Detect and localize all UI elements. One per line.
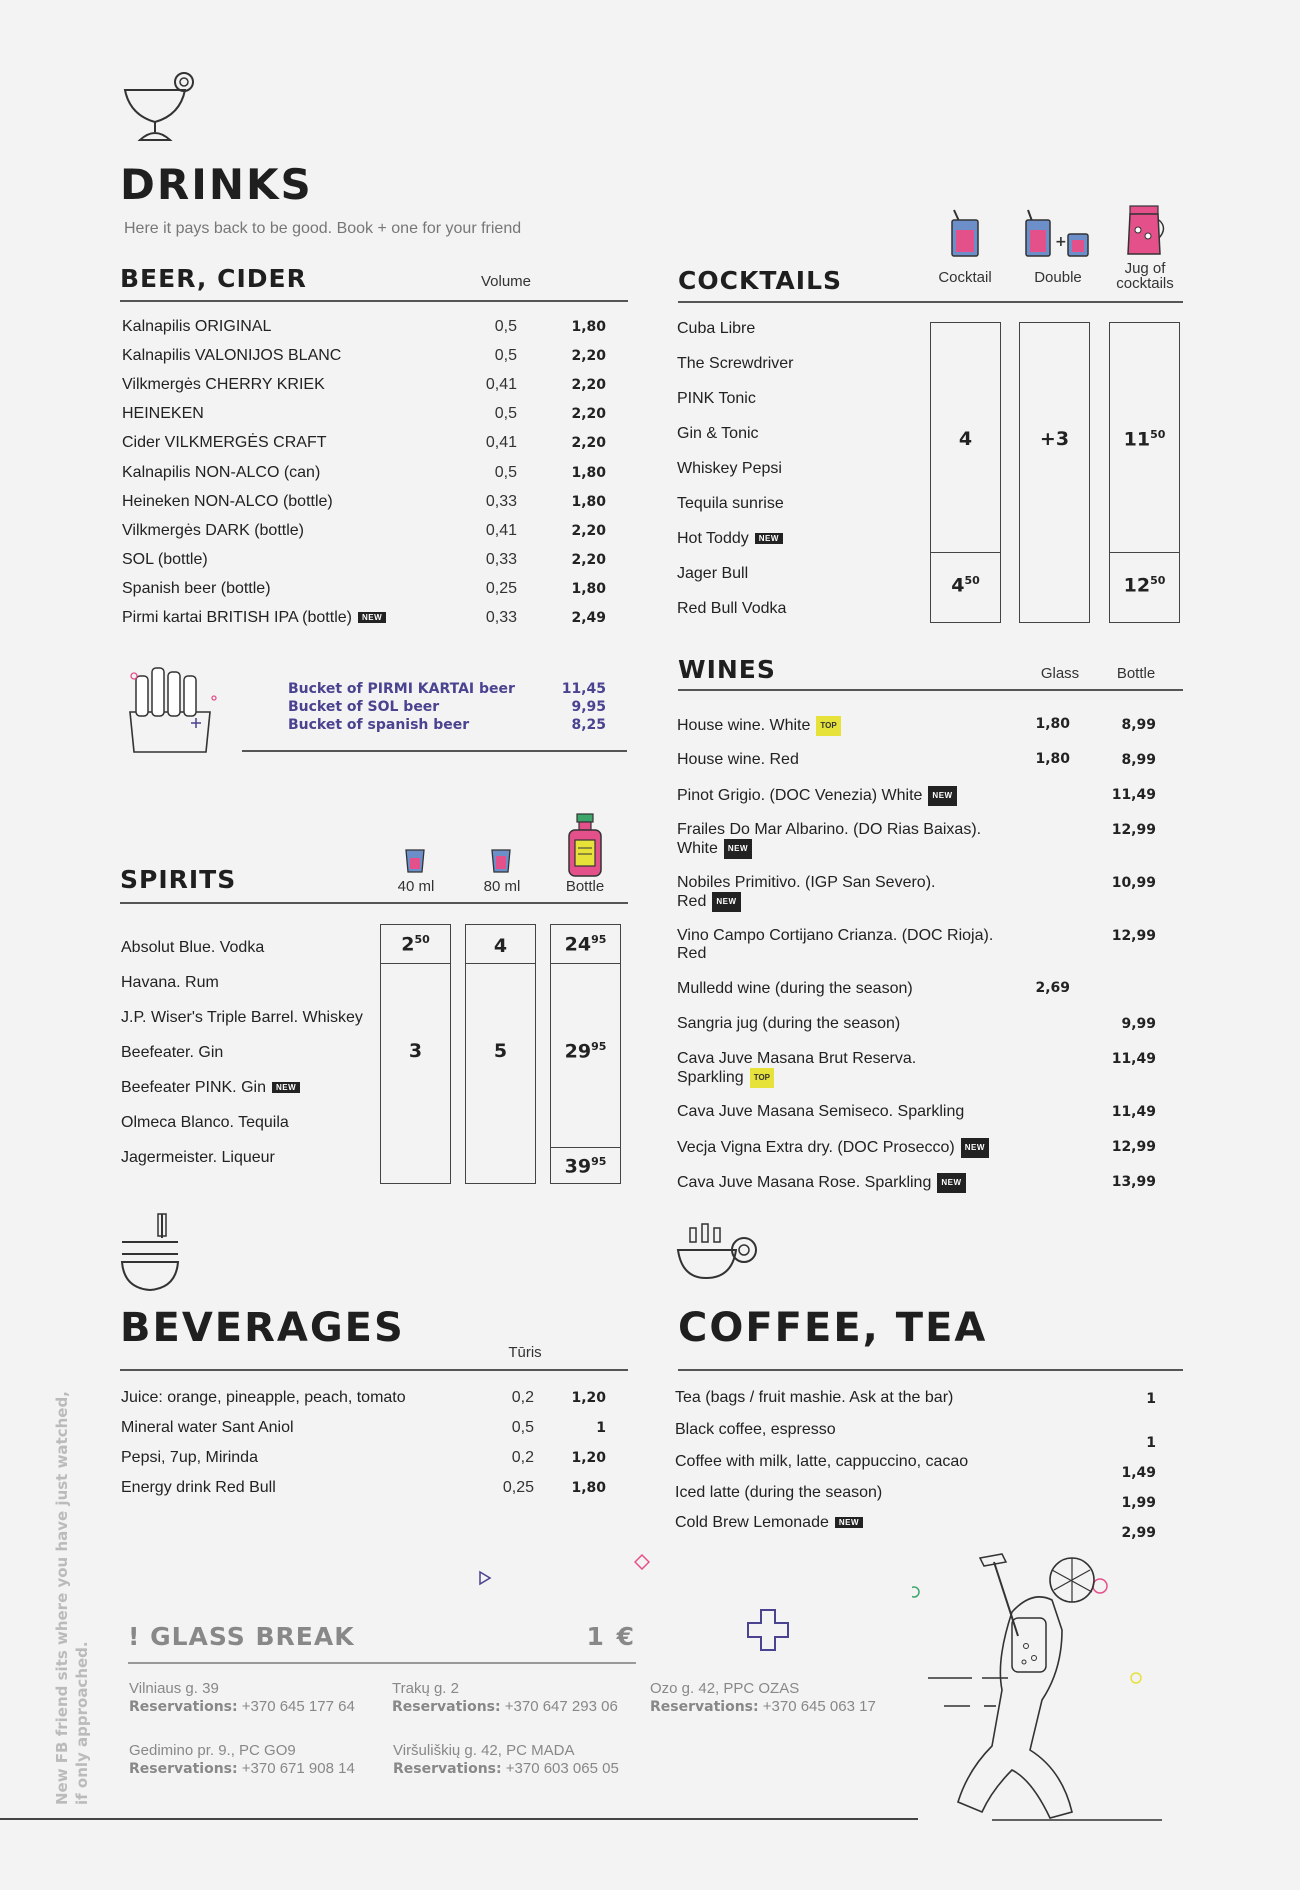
beer-item-name: Kalnapilis NON-ALCO (can)	[122, 463, 321, 481]
wine-item-line1: Mulledd wine (during the season)	[677, 980, 913, 997]
wine-item-name	[677, 716, 841, 736]
wine-glass-price: 1,80	[1035, 751, 1070, 767]
wine-item	[677, 716, 841, 736]
cocktail-item	[677, 495, 784, 513]
jug-price-low: $12^{50}$	[1123, 574, 1166, 597]
cocktail-item-name: Tequila sunrise	[677, 495, 784, 512]
wine-item-name	[677, 874, 935, 892]
cocktail-icon	[948, 208, 982, 258]
coffee-item	[675, 1453, 968, 1471]
coffee-item	[675, 1484, 882, 1502]
spirit-bottle-mid-price: $29^{95}$	[564, 1040, 607, 1063]
reservations-label: Reservations:	[393, 1761, 502, 1777]
location	[129, 1742, 355, 1778]
wine-item	[677, 1173, 966, 1193]
new-badge: NEW	[928, 786, 956, 806]
wine-bottle-price: 13,99	[1111, 1174, 1156, 1190]
plus-decoration-icon	[746, 1608, 790, 1652]
beer-volume-header: Volume	[480, 273, 532, 290]
beer-item-name: Cider VILKMERGĖS CRAFT	[122, 434, 327, 452]
coffee-item	[675, 1514, 863, 1532]
beverage-item-name: Juice: orange, pineapple, peach, tomato	[121, 1389, 406, 1406]
shot-glass-40-icon	[404, 848, 426, 874]
wine-bottle-price: 10,99	[1111, 875, 1156, 891]
wines-col-bottle: Bottle	[1116, 665, 1156, 682]
beer-title: BEER, CIDER	[120, 264, 307, 293]
wine-item	[677, 874, 935, 912]
wines-col-glass: Glass	[1040, 665, 1080, 682]
coffee-divider	[678, 1369, 1183, 1371]
coffee-item-name: Iced latte (during the season)	[675, 1484, 883, 1501]
double-price-box	[1019, 322, 1090, 623]
bucket-item-name: Bucket of SOL beer	[288, 699, 440, 715]
beverage-item-name: Mineral water Sant Aniol	[121, 1419, 294, 1436]
beer-item-name: HEINEKEN	[122, 405, 204, 423]
beverage-item-volume: 0,2	[511, 1389, 534, 1406]
cocktail-item-name: The Screwdriver	[677, 355, 794, 372]
beer-item-name: Heineken NON-ALCO (bottle)	[122, 492, 333, 510]
wine-item-line1: Sangria jug (during the season)	[677, 1015, 901, 1032]
bartender-illustration	[912, 1550, 1162, 1825]
wine-bottle-price: 11,49	[1111, 1104, 1156, 1120]
wine-bottle-price: 11,49	[1111, 787, 1156, 803]
spirit-80ml-divider	[465, 963, 536, 964]
spirit-80ml-mid-price: 5	[493, 1040, 508, 1062]
beer-bucket-icon	[126, 662, 222, 754]
cocktail-item	[677, 460, 782, 478]
beer-item	[122, 318, 271, 336]
beer-item-name: Kalnapilis ORIGINAL	[122, 318, 272, 335]
beer-item-price: 2,20	[571, 522, 606, 539]
location-reservations	[129, 1760, 355, 1778]
wine-item-line2: Sparkling	[677, 1069, 744, 1087]
cocktail-item	[677, 425, 759, 443]
triangle-decoration-icon	[478, 1570, 492, 1586]
wine-item-name-line2	[677, 839, 981, 859]
tagline-line2: if only approached.	[73, 1641, 91, 1805]
location-phone: +370 671 908 14	[241, 1760, 355, 1777]
spirit-bottle-divider-top	[550, 963, 621, 964]
beer-item-price: 1,80	[571, 493, 606, 510]
wine-item-line1: Nobiles Primitivo. (IGP San Severo).	[677, 874, 936, 891]
beer-item-volume: 0,5	[494, 318, 517, 335]
beer-item-name: Vilkmergės DARK (bottle)	[122, 521, 304, 539]
beer-item-name: Vilkmergės CHERRY KRIEK	[122, 376, 325, 394]
cocktail-item-name: Jager Bull	[677, 565, 749, 582]
new-badge: NEW	[358, 612, 386, 623]
wine-item-line1: Cava Juve Masana Rose. Sparkling	[677, 1174, 932, 1192]
cocktail-item-name: Whiskey Pepsi	[677, 460, 782, 477]
coffee-cup-icon	[676, 1222, 760, 1282]
spirit-item	[121, 974, 219, 992]
wine-item-name	[677, 927, 993, 945]
new-badge: NEW	[835, 1517, 863, 1528]
beer-item-name: SOL (bottle)	[122, 550, 208, 568]
cocktail-item	[677, 565, 748, 583]
coffee-item-price: 1	[1146, 1435, 1156, 1451]
beverages-divider	[120, 1369, 628, 1371]
beverages-title: BEVERAGES	[120, 1305, 405, 1351]
coffee-item-price: 1	[1146, 1391, 1156, 1407]
footer-line	[0, 1818, 918, 1820]
beer-item-volume: 0,25	[485, 579, 517, 597]
bucket-divider	[242, 750, 627, 752]
beverage-item-price: 1,20	[571, 1390, 606, 1406]
cocktail-item	[677, 355, 793, 373]
cocktail-item-name: PINK Tonic	[677, 390, 756, 407]
beer-item-price: 2,20	[571, 377, 606, 394]
coffee-title: COFFEE, TEA	[678, 1305, 988, 1351]
wine-item-line1: House wine. White	[677, 717, 811, 735]
spirit-item	[121, 939, 264, 957]
new-badge: NEW	[724, 839, 752, 859]
spirit-item	[121, 1044, 223, 1062]
wine-item-name	[677, 1050, 916, 1068]
beer-item	[122, 551, 208, 569]
reservations-label: Reservations:	[650, 1699, 759, 1715]
cocktails-col-cocktail: Cocktail	[938, 269, 992, 286]
wine-item	[677, 1015, 900, 1033]
bowl-straw-icon	[118, 1212, 184, 1292]
wine-item-line1: Pinot Grigio. (DOC Venezia) White	[677, 787, 923, 805]
wine-item-name-line2	[677, 892, 935, 912]
wine-bottle-price: 9,99	[1121, 1016, 1156, 1032]
beer-item	[122, 522, 304, 540]
coffee-item-price: 2,99	[1121, 1525, 1156, 1541]
location-reservations	[393, 1760, 619, 1778]
wine-item-name	[677, 1015, 900, 1033]
drinks-subtitle: Here it pays back to be good. Book + one for your friend	[124, 220, 522, 237]
beer-item	[122, 376, 325, 394]
wine-item-line2: White	[677, 840, 718, 858]
beer-item-volume: 0,41	[485, 521, 517, 539]
cocktail-item	[677, 320, 755, 338]
cocktail-item-name: Gin & Tonic	[677, 425, 759, 442]
spirit-item-name: Absolut Blue. Vodka	[121, 939, 265, 956]
wine-item	[677, 1050, 916, 1088]
spirit-bottle-low-price: $39^{95}$	[564, 1155, 607, 1178]
location	[650, 1680, 876, 1716]
coffee-item	[675, 1421, 836, 1439]
spirits-divider	[120, 902, 628, 904]
beer-item-volume: 0,33	[485, 492, 517, 510]
coffee-item-name: Tea (bags / fruit mashie. Ask at the bar)	[675, 1389, 954, 1406]
location-phone: +370 603 065 05	[505, 1760, 619, 1777]
vertical-tagline	[52, 1391, 92, 1805]
beverage-item-name: Pepsi, 7up, Mirinda	[121, 1449, 258, 1466]
location-address: Gedimino pr. 9., PC GO9	[129, 1742, 296, 1759]
diamond-decoration-icon	[634, 1554, 650, 1570]
coffee-item-price: 1,49	[1121, 1465, 1156, 1481]
location-address: Ozo g. 42, PPC OZAS	[650, 1680, 800, 1697]
wine-item-line2: Red	[677, 893, 707, 911]
wine-bottle-price: 11,49	[1111, 1051, 1156, 1067]
location	[129, 1680, 355, 1716]
wine-item-line2: Red	[677, 945, 707, 962]
beer-item	[122, 434, 326, 452]
top-badge: TOP	[750, 1068, 774, 1088]
cocktail-price: 4	[958, 428, 973, 450]
cocktail-item-name: Cuba Libre	[677, 320, 756, 337]
beverage-item-volume: 0,2	[511, 1449, 534, 1466]
wine-bottle-price: 12,99	[1111, 822, 1156, 838]
new-badge: NEW	[272, 1082, 300, 1093]
beer-item	[122, 493, 333, 511]
location-phone: +370 647 293 06	[504, 1698, 618, 1715]
bucket-item-name: Bucket of PIRMI KARTAI beer	[288, 681, 515, 697]
beverage-item-volume: 0,25	[502, 1479, 534, 1496]
wine-item	[677, 980, 913, 998]
wine-item	[677, 821, 981, 859]
beer-item	[122, 609, 386, 627]
spirits-title: SPIRITS	[120, 865, 237, 894]
wine-item-line1: Cava Juve Masana Brut Reserva.	[677, 1050, 917, 1067]
coffee-item-name: Coffee with milk, latte, cappuccino, cacao	[675, 1453, 969, 1470]
beer-item-price: 1,80	[571, 464, 606, 481]
cocktail-item	[677, 530, 783, 548]
wine-glass-price: 1,80	[1035, 716, 1070, 732]
beverage-item-price: 1,20	[571, 1450, 606, 1466]
drinks-title: DRINKS	[120, 160, 313, 209]
jug-label-line2: cocktails	[1116, 275, 1174, 292]
beer-item-name: Pirmi kartai BRITISH IPA (bottle)	[122, 609, 352, 626]
wine-item	[677, 1103, 964, 1121]
beer-item	[122, 464, 320, 482]
jug-label-line1: Jug of	[1124, 260, 1166, 277]
shot-glass-80-icon	[490, 848, 512, 874]
wine-item-name	[677, 1138, 989, 1158]
spirit-40ml-divider	[380, 963, 451, 964]
new-badge: NEW	[961, 1138, 989, 1158]
wine-bottle-price: 8,99	[1121, 752, 1156, 768]
beer-item-price: 2,20	[571, 348, 606, 365]
beer-item-price: 1,80	[571, 319, 606, 335]
beverage-item-name: Energy drink Red Bull	[121, 1479, 276, 1496]
cocktail-item	[677, 600, 786, 618]
wine-item	[677, 786, 957, 806]
cocktails-col-double: Double	[1034, 269, 1082, 286]
location-phone: +370 645 063 17	[762, 1698, 876, 1715]
beverage-item-price: 1,80	[571, 1480, 606, 1496]
wine-item-name-line2	[677, 945, 993, 963]
jug-box-divider	[1109, 552, 1180, 553]
reservations-label: Reservations:	[129, 1761, 238, 1777]
beer-item-volume: 0,41	[485, 376, 517, 394]
wine-bottle-price: 12,99	[1111, 1139, 1156, 1155]
tagline-line1: New FB friend sits where you have just watched,	[53, 1391, 71, 1805]
spirit-item	[121, 1079, 300, 1097]
wine-item-name	[677, 1173, 966, 1193]
bucket-item-price: 9,95	[571, 699, 606, 715]
beer-item-price: 2,49	[571, 610, 606, 626]
location-phone: +370 645 177 64	[241, 1698, 355, 1715]
wine-item-name-line2	[677, 1068, 916, 1088]
new-badge: NEW	[712, 892, 740, 912]
spirit-item-name: Beefeater PINK. Gin	[121, 1079, 266, 1096]
location	[393, 1742, 619, 1778]
wine-item-name	[677, 786, 957, 806]
beer-item-price: 2,20	[571, 551, 606, 568]
location-reservations	[392, 1698, 618, 1716]
bucket-item-price: 11,45	[561, 681, 606, 697]
spirit-80ml-top-price: 4	[493, 935, 508, 957]
wine-glass-price: 2,69	[1035, 980, 1070, 996]
cocktail-box-divider	[930, 552, 1001, 553]
top-badge: TOP	[816, 716, 840, 736]
beer-item	[122, 580, 271, 598]
location-address: Vilniaus g. 39	[129, 1680, 219, 1697]
spirit-item-name: J.P. Wiser's Triple Barrel. Whiskey	[121, 1009, 363, 1026]
reservations-label: Reservations:	[129, 1699, 238, 1715]
wine-item	[677, 927, 993, 963]
coffee-item-price: 1,99	[1121, 1495, 1156, 1511]
cocktails-divider	[678, 301, 1183, 303]
glass-break-label: ! GLASS BREAK	[128, 1622, 355, 1651]
spirit-40ml-mid-price: 3	[408, 1040, 423, 1062]
location	[392, 1680, 618, 1716]
double-price: +3	[1039, 428, 1070, 450]
beer-item-price: 2,20	[571, 435, 606, 452]
beer-item-volume: 0,33	[485, 609, 517, 626]
jug-price: $11^{50}$	[1123, 428, 1166, 451]
wine-item-name	[677, 821, 981, 839]
bucket-item-name: Bucket of spanish beer	[288, 717, 470, 733]
location-reservations	[650, 1698, 876, 1716]
glass-break-price: 1 €	[586, 1622, 636, 1651]
wines-divider	[678, 689, 1183, 691]
cocktail-glass-icon	[120, 70, 200, 142]
glass-break-divider	[128, 1662, 636, 1664]
svg-text:+: +	[1055, 234, 1067, 250]
wine-item-line1: House wine. Red	[677, 751, 799, 768]
cocktail-item-name: Red Bull Vodka	[677, 600, 787, 617]
spirit-bottle-top-price: $24^{95}$	[564, 933, 607, 956]
beer-item-name: Kalnapilis VALONIJOS BLANC	[122, 347, 342, 365]
beverage-item-volume: 0,5	[511, 1419, 534, 1436]
spirit-item-name: Jagermeister. Liqueur	[121, 1149, 275, 1166]
reservations-label: Reservations:	[392, 1699, 501, 1715]
wine-bottle-price: 8,99	[1121, 717, 1156, 733]
new-badge: NEW	[755, 533, 783, 544]
wine-item-line1: Cava Juve Masana Semiseco. Sparkling	[677, 1103, 965, 1120]
cocktails-title: COCKTAILS	[678, 266, 843, 295]
coffee-item	[675, 1389, 953, 1407]
beer-item-volume: 0,41	[485, 434, 517, 452]
spirit-item-name: Beefeater. Gin	[121, 1044, 224, 1061]
wine-bottle-price: 12,99	[1111, 928, 1156, 944]
coffee-item-name: Black coffee, espresso	[675, 1421, 836, 1438]
spirit-item-name: Havana. Rum	[121, 974, 219, 991]
cocktail-price-low: $4^{50}$	[951, 574, 980, 597]
spirits-col-40: 40 ml	[397, 878, 435, 895]
wine-item-name	[677, 980, 913, 998]
spirits-col-80: 80 ml	[483, 878, 521, 895]
cocktail-item-name: Hot Toddy	[677, 530, 749, 547]
beverage-item-price: 1	[596, 1420, 606, 1436]
wines-title: WINES	[678, 655, 776, 684]
wine-item-name	[677, 1103, 964, 1121]
spirit-item-name: Olmeca Blanco. Tequila	[121, 1114, 289, 1131]
bucket-item-price: 8,25	[571, 717, 606, 733]
beer-item-name: Spanish beer (bottle)	[122, 579, 271, 597]
location-reservations	[129, 1698, 355, 1716]
new-badge: NEW	[937, 1173, 965, 1193]
beverages-volume-header: Tūris	[508, 1344, 542, 1361]
wine-item-line1: Vino Campo Cortijano Crianza. (DOC Rioja).	[677, 927, 994, 944]
cocktails-col-jug	[1105, 261, 1185, 291]
beer-item	[122, 405, 204, 423]
location-address: Viršuliškių g. 42, PC MADA	[393, 1742, 575, 1759]
beer-item-volume: 0,5	[494, 405, 517, 423]
beer-item-volume: 0,33	[485, 550, 517, 568]
wine-item	[677, 1138, 989, 1158]
wine-item-line1: Frailes Do Mar Albarino. (DO Rias Baixas).	[677, 821, 982, 838]
wine-item-line1: Vecja Vigna Extra dry. (DOC Prosecco)	[677, 1139, 955, 1157]
spirit-bottle-divider-bottom	[550, 1147, 621, 1148]
spirit-item	[121, 1009, 363, 1027]
beer-item-volume: 0,5	[494, 463, 517, 481]
spirits-col-bottle: Bottle	[565, 878, 605, 895]
beer-divider	[120, 300, 628, 302]
spirit-item	[121, 1114, 289, 1132]
wine-item	[677, 751, 799, 769]
coffee-item-name: Cold Brew Lemonade	[675, 1514, 829, 1531]
double-cocktail-icon	[1022, 208, 1092, 258]
spirit-40ml-top-price: $2^{50}$	[401, 933, 430, 956]
cocktail-item	[677, 390, 756, 408]
beer-item	[122, 347, 341, 365]
beer-item-price: 2,20	[571, 406, 606, 423]
jug-icon	[1126, 204, 1166, 258]
beer-item-volume: 0,5	[494, 347, 517, 365]
liquor-bottle-icon	[566, 812, 604, 878]
spirit-item	[121, 1149, 275, 1167]
wine-item-name	[677, 751, 799, 769]
location-address: Trakų g. 2	[392, 1680, 459, 1697]
beer-item-price: 1,80	[571, 580, 606, 597]
